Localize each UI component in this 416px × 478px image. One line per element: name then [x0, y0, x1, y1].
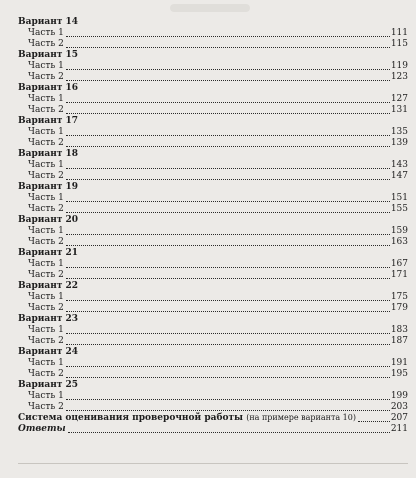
- leader-dots: [66, 311, 390, 312]
- page-number: 175: [390, 292, 408, 302]
- page-number: 187: [390, 336, 408, 346]
- toc-entry-part[interactable]: [18, 292, 408, 303]
- system-label: Система оценивания проверочной работы (на примере варианта 10): [18, 413, 356, 423]
- toc-entry-part[interactable]: [18, 336, 408, 347]
- leader-dots: [66, 267, 390, 268]
- leader-dots: [66, 69, 390, 70]
- part-label: Часть 1: [28, 94, 64, 104]
- page-number: 183: [390, 325, 408, 335]
- toc-entry-part[interactable]: [18, 259, 408, 270]
- leader-dots: [66, 113, 390, 114]
- page-number: 111: [390, 28, 408, 38]
- page-number: 179: [390, 303, 408, 313]
- toc-entry-part[interactable]: [18, 72, 408, 83]
- variant-title[interactable]: Вариант 15: [18, 50, 79, 60]
- part-label: Часть 2: [28, 237, 64, 247]
- leader-dots: [66, 179, 390, 180]
- part-label: Часть 2: [28, 402, 64, 412]
- page-number: 211: [390, 424, 408, 434]
- part-label: Часть 1: [28, 127, 64, 137]
- variant-title[interactable]: Вариант 22: [18, 281, 79, 291]
- toc-entry-part[interactable]: [18, 105, 408, 116]
- leader-dots: [66, 47, 390, 48]
- page-number: 191: [390, 358, 408, 368]
- leader-dots: [66, 102, 390, 103]
- leader-dots: [66, 366, 390, 367]
- page-number: 115: [390, 39, 408, 49]
- page-number: 139: [390, 138, 408, 148]
- leader-dots: [66, 201, 390, 202]
- part-label: Часть 2: [28, 204, 64, 214]
- part-label: Часть 2: [28, 39, 64, 49]
- toc-entry-part[interactable]: [18, 391, 408, 402]
- toc-variant: [18, 83, 408, 116]
- toc-variant: [18, 17, 408, 50]
- leader-dots: [66, 212, 390, 213]
- page-number: 207: [390, 413, 408, 423]
- variant-title[interactable]: Вариант 24: [18, 347, 79, 357]
- page-number: 151: [390, 193, 408, 203]
- toc-variant: [18, 380, 408, 413]
- page-number: 163: [390, 237, 408, 247]
- page-smudge: [170, 4, 250, 12]
- toc-entry-part[interactable]: [18, 138, 408, 149]
- part-label: Часть 1: [28, 358, 64, 368]
- part-label: Часть 1: [28, 391, 64, 401]
- toc-entry-part[interactable]: [18, 237, 408, 248]
- toc-entry-part[interactable]: [18, 171, 408, 182]
- variant-title[interactable]: Вариант 16: [18, 83, 79, 93]
- answers-label: Ответы: [18, 424, 66, 434]
- toc-entry-part[interactable]: [18, 28, 408, 39]
- part-label: Часть 2: [28, 105, 64, 115]
- toc-entry-part[interactable]: [18, 127, 408, 138]
- part-label: Часть 1: [28, 292, 64, 302]
- toc-variant: [18, 215, 408, 248]
- part-label: Часть 1: [28, 259, 64, 269]
- toc-entry-part[interactable]: [18, 358, 408, 369]
- toc-entry-part[interactable]: [18, 325, 408, 336]
- part-label: Часть 1: [28, 325, 64, 335]
- page-number: 131: [390, 105, 408, 115]
- toc-variant: [18, 347, 408, 380]
- part-label: Часть 2: [28, 336, 64, 346]
- part-label: Часть 1: [28, 193, 64, 203]
- page-number: 195: [390, 369, 408, 379]
- toc-variant: [18, 50, 408, 83]
- toc-entry-part[interactable]: [18, 226, 408, 237]
- toc-variant: [18, 248, 408, 281]
- page-number: 127: [390, 94, 408, 104]
- leader-dots: [66, 300, 390, 301]
- part-label: Часть 2: [28, 72, 64, 82]
- variant-title[interactable]: Вариант 14: [18, 17, 79, 27]
- part-label: Часть 1: [28, 28, 64, 38]
- page-number: 159: [390, 226, 408, 236]
- variant-title[interactable]: Вариант 20: [18, 215, 79, 225]
- variant-title[interactable]: Вариант 23: [18, 314, 79, 324]
- page-number: 119: [390, 61, 408, 71]
- part-label: Часть 2: [28, 270, 64, 280]
- part-label: Часть 2: [28, 303, 64, 313]
- toc-entry-part[interactable]: [18, 61, 408, 72]
- leader-dots: [66, 146, 390, 147]
- part-label: Часть 2: [28, 369, 64, 379]
- leader-dots: [358, 421, 390, 422]
- leader-dots: [66, 333, 390, 334]
- toc-entry-part[interactable]: [18, 204, 408, 215]
- toc-variant: [18, 116, 408, 149]
- variant-title[interactable]: Вариант 21: [18, 248, 79, 258]
- page-number: 123: [390, 72, 408, 82]
- leader-dots: [68, 432, 390, 433]
- page-number: 203: [390, 402, 408, 412]
- page-number: 143: [390, 160, 408, 170]
- leader-dots: [66, 234, 390, 235]
- toc-entry-part[interactable]: [18, 39, 408, 50]
- part-label: Часть 1: [28, 61, 64, 71]
- toc-variant: [18, 314, 408, 347]
- toc-entry-system[interactable]: [18, 413, 408, 424]
- toc-entry-answers[interactable]: [18, 424, 408, 435]
- variant-title[interactable]: Вариант 18: [18, 149, 79, 159]
- leader-dots: [66, 245, 390, 246]
- variant-title[interactable]: Вариант 17: [18, 116, 79, 126]
- toc-variant: [18, 281, 408, 314]
- part-label: Часть 1: [28, 160, 64, 170]
- leader-dots: [66, 135, 390, 136]
- variant-title[interactable]: Вариант 19: [18, 182, 79, 192]
- page-number: 155: [390, 204, 408, 214]
- toc-entry-part[interactable]: [18, 94, 408, 105]
- part-label: Часть 1: [28, 226, 64, 236]
- part-label: Часть 2: [28, 138, 64, 148]
- leader-dots: [66, 399, 390, 400]
- toc-entry-part[interactable]: [18, 160, 408, 171]
- toc-variant: [18, 182, 408, 215]
- toc-entry-part[interactable]: [18, 303, 408, 314]
- leader-dots: [66, 377, 390, 378]
- variant-title[interactable]: Вариант 25: [18, 380, 79, 390]
- leader-dots: [66, 36, 390, 37]
- page-number: 171: [390, 270, 408, 280]
- page-number: 199: [390, 391, 408, 401]
- part-label: Часть 2: [28, 171, 64, 181]
- toc-entry-part[interactable]: [18, 193, 408, 204]
- page-number: 147: [390, 171, 408, 181]
- leader-dots: [66, 168, 390, 169]
- leader-dots: [66, 278, 390, 279]
- toc-entry-part[interactable]: [18, 270, 408, 281]
- toc-list: [18, 17, 408, 413]
- bottom-divider: [18, 463, 408, 464]
- toc-variant: [18, 149, 408, 182]
- leader-dots: [66, 80, 390, 81]
- leader-dots: [66, 410, 390, 411]
- page-number: 167: [390, 259, 408, 269]
- page-number: 135: [390, 127, 408, 137]
- leader-dots: [66, 344, 390, 345]
- toc-entry-part[interactable]: [18, 369, 408, 380]
